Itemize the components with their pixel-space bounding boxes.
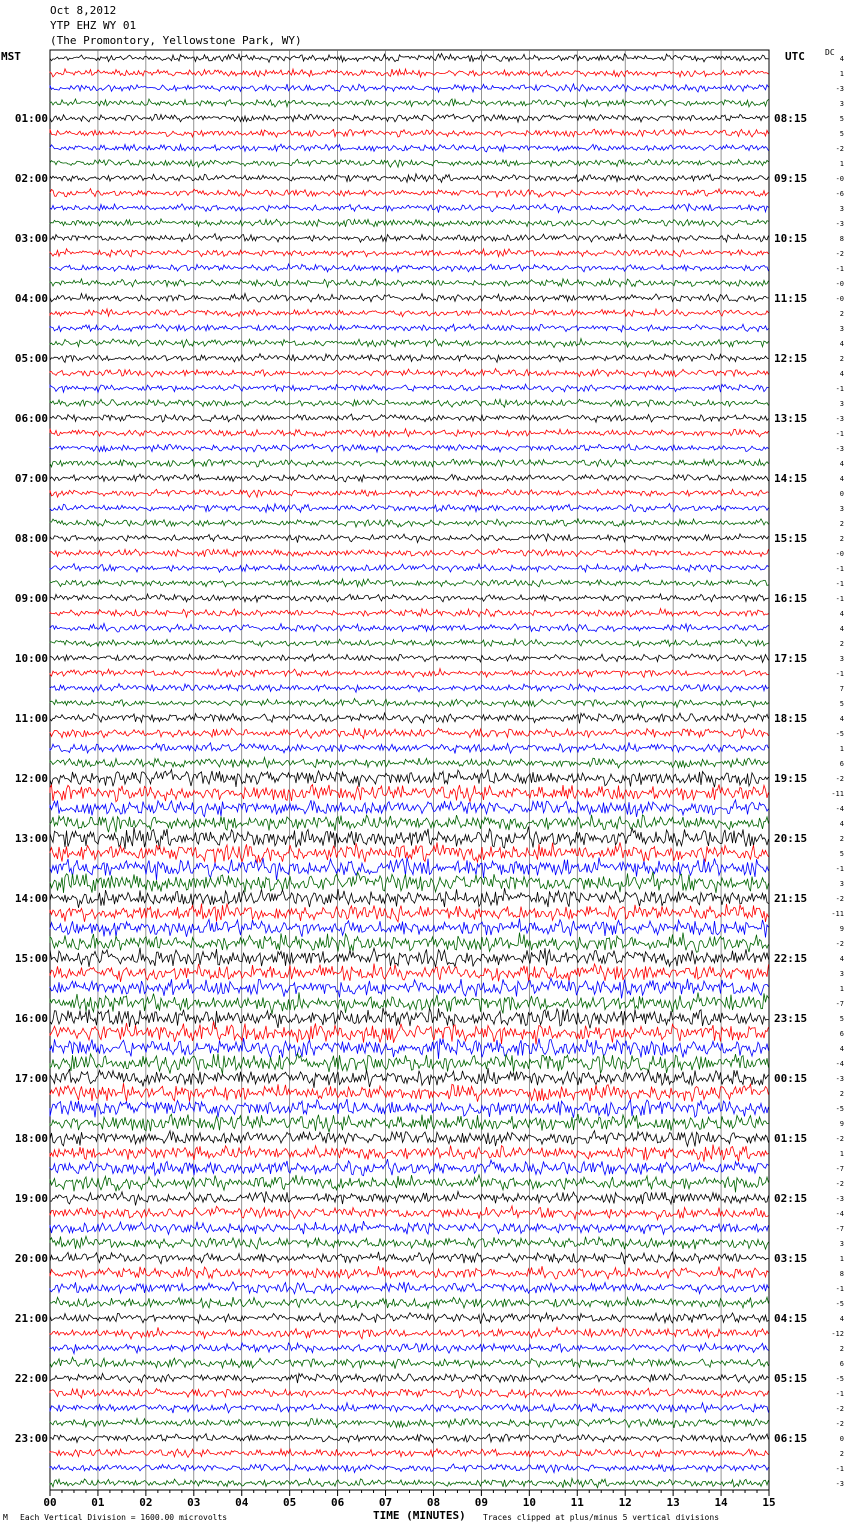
dc-offset-label: 0 xyxy=(839,1435,844,1443)
right-time-label: 21:15 xyxy=(774,892,808,905)
dc-offset-label: 6 xyxy=(839,1360,844,1368)
dc-offset-label: 1 xyxy=(839,70,844,78)
trace-row xyxy=(50,174,769,183)
trace-row xyxy=(50,84,769,92)
trace-row xyxy=(50,857,769,880)
dc-offset-label: -11 xyxy=(831,910,844,918)
x-tick-label: 00 xyxy=(43,1496,57,1509)
trace-row xyxy=(50,758,769,768)
trace-row xyxy=(50,1327,769,1339)
dc-offset-label: 2 xyxy=(839,355,844,363)
left-time-label: 23:00 xyxy=(14,1432,48,1445)
dc-offset-label: -0 xyxy=(835,175,844,183)
left-time-label: 18:00 xyxy=(14,1132,48,1145)
dc-offset-label: 5 xyxy=(839,1015,844,1023)
trace-row xyxy=(50,1403,769,1413)
dc-offset-label: -0 xyxy=(835,295,844,303)
trace-row xyxy=(50,800,769,817)
x-tick-label: 02 xyxy=(139,1496,153,1509)
x-tick-label: 13 xyxy=(666,1496,680,1509)
right-time-label: 14:15 xyxy=(774,472,808,485)
x-tick-label: 07 xyxy=(378,1496,393,1509)
dc-offset-label: -2 xyxy=(835,775,844,783)
right-time-label: 15:15 xyxy=(774,532,808,545)
right-time-label: 06:15 xyxy=(774,1432,808,1445)
trace-row xyxy=(50,549,769,557)
left-time-label: 22:00 xyxy=(14,1372,48,1385)
dc-offset-label: -3 xyxy=(835,1075,844,1083)
trace-row xyxy=(50,699,769,708)
trace-row xyxy=(50,1418,769,1428)
dc-offset-label: 7 xyxy=(839,685,844,693)
dc-offset-label: 3 xyxy=(839,970,844,978)
dc-offset-label: -1 xyxy=(835,265,844,273)
dc-offset-label: 4 xyxy=(839,340,844,348)
trace-row xyxy=(50,249,769,257)
dc-offset-label: 2 xyxy=(839,835,844,843)
trace-row xyxy=(50,1083,769,1102)
trace-row xyxy=(50,444,769,452)
dc-offset-label: -2 xyxy=(835,895,844,903)
dc-offset-label: 8 xyxy=(839,1270,844,1278)
right-time-label: 09:15 xyxy=(774,172,808,185)
trace-row xyxy=(50,279,769,287)
trace-row xyxy=(50,504,769,513)
trace-row xyxy=(50,1252,769,1264)
trace-row xyxy=(50,384,769,392)
left-time-label: 11:00 xyxy=(14,712,48,725)
dc-offset-label: -5 xyxy=(835,1300,844,1308)
trace-row xyxy=(50,842,769,863)
trace-row xyxy=(50,594,769,602)
trace-row xyxy=(50,1114,769,1132)
dc-offset-label: 2 xyxy=(839,1090,844,1098)
dc-offset-label: -1 xyxy=(835,385,844,393)
x-tick-label: 10 xyxy=(522,1496,536,1509)
left-time-label: 06:00 xyxy=(14,412,48,425)
dc-offset-label: 5 xyxy=(839,850,844,858)
x-axis-title: TIME (MINUTES) xyxy=(373,1509,466,1522)
dc-offset-label: -5 xyxy=(835,1105,844,1113)
dc-offset-label: 2 xyxy=(839,1345,844,1353)
left-time-label: 05:00 xyxy=(14,352,48,365)
right-time-label: 08:15 xyxy=(774,112,808,125)
dc-offset-label: -2 xyxy=(835,1135,844,1143)
trace-row xyxy=(50,489,769,497)
dc-offset-label: 4 xyxy=(839,715,844,723)
dc-offset-label: 4 xyxy=(839,610,844,618)
dc-offset-label: 1 xyxy=(839,1255,844,1263)
trace-row xyxy=(50,1266,769,1279)
dc-offset-label: -6 xyxy=(835,190,844,198)
dc-offset-label: -3 xyxy=(835,1480,844,1488)
trace-row xyxy=(50,1038,769,1059)
dc-offset-label: 0 xyxy=(839,490,844,498)
trace-row xyxy=(50,69,769,77)
dc-offset-label: -1 xyxy=(835,430,844,438)
dc-offset-label: 4 xyxy=(839,370,844,378)
trace-row xyxy=(50,324,769,332)
dc-offset-label: 3 xyxy=(839,1240,844,1248)
trace-row xyxy=(50,369,769,377)
dc-offset-label: 2 xyxy=(839,310,844,318)
dc-offset-label: 2 xyxy=(839,1450,844,1458)
trace-row xyxy=(50,429,769,437)
trace-row xyxy=(50,219,769,227)
dc-offset-label: -3 xyxy=(835,220,844,228)
left-time-label: 01:00 xyxy=(14,112,48,125)
trace-row xyxy=(50,1388,769,1398)
left-time-label: 15:00 xyxy=(14,952,48,965)
right-time-label: 18:15 xyxy=(774,712,808,725)
trace-row xyxy=(50,414,769,422)
dc-offset-label: -3 xyxy=(835,85,844,93)
dc-offset-label: -5 xyxy=(835,730,844,738)
trace-row xyxy=(50,189,769,198)
x-tick-label: 04 xyxy=(235,1496,249,1509)
dc-offset-label: -4 xyxy=(835,1060,844,1068)
dc-offset-label: -4 xyxy=(835,1210,844,1218)
dc-offset-label: 3 xyxy=(839,505,844,513)
trace-row xyxy=(50,742,769,753)
dc-offset-label: -1 xyxy=(835,1465,844,1473)
left-time-label: 14:00 xyxy=(14,892,48,905)
station-code: YTP EHZ WY 01 xyxy=(50,19,137,32)
trace-row xyxy=(50,872,769,893)
right-time-label: 02:15 xyxy=(774,1192,808,1205)
trace-row xyxy=(50,888,769,908)
trace-row xyxy=(50,1449,769,1458)
right-time-label: 20:15 xyxy=(774,832,808,845)
dc-offset-label: -7 xyxy=(835,1225,844,1233)
left-time-label: 16:00 xyxy=(14,1012,48,1025)
trace-row xyxy=(50,519,769,527)
plot-date: Oct 8,2012 xyxy=(50,4,117,17)
left-time-label: 09:00 xyxy=(14,592,48,605)
trace-row xyxy=(50,293,769,302)
x-tick-label: 03 xyxy=(187,1496,201,1509)
trace-row xyxy=(50,309,769,317)
right-time-label: 01:15 xyxy=(774,1132,808,1145)
dc-offset-label: -1 xyxy=(835,565,844,573)
dc-offset-label: 3 xyxy=(839,100,844,108)
dc-offset-label: 4 xyxy=(839,955,844,963)
trace-row xyxy=(50,1175,769,1193)
right-time-label: 11:15 xyxy=(774,292,808,305)
trace-row xyxy=(50,459,769,467)
x-tick-label: 06 xyxy=(330,1496,345,1509)
dc-offset-label: 2 xyxy=(839,520,844,528)
x-tick-label: 14 xyxy=(714,1496,728,1509)
trace-row xyxy=(50,1221,769,1234)
dc-offset-label: -1 xyxy=(835,865,844,873)
trace-row xyxy=(50,684,769,693)
dc-offset-label: -1 xyxy=(835,1390,844,1398)
right-time-label: 12:15 xyxy=(774,352,808,365)
trace-row xyxy=(50,129,769,137)
trace-row xyxy=(50,339,769,348)
trace-row xyxy=(50,669,769,678)
dc-offset-label: -0 xyxy=(835,280,844,288)
clip-note: Traces clipped at plus/minus 5 vertical divisions xyxy=(483,1513,720,1522)
dc-offset-label: -3 xyxy=(835,445,844,453)
dc-offset-label: 6 xyxy=(839,1030,844,1038)
trace-row xyxy=(50,964,769,982)
dc-offset-label: 1 xyxy=(839,160,844,168)
corner-mark: M xyxy=(3,1513,8,1522)
trace-row xyxy=(50,609,769,618)
dc-offset-label: 8 xyxy=(839,235,844,243)
trace-row xyxy=(50,827,769,850)
trace-row xyxy=(50,1373,769,1383)
dc-offset-label: 4 xyxy=(839,475,844,483)
dc-offset-label: 3 xyxy=(839,400,844,408)
trace-row xyxy=(50,978,769,998)
trace-row xyxy=(50,564,769,573)
trace-row xyxy=(50,54,769,63)
trace-row xyxy=(50,904,769,922)
dc-offset-label: -2 xyxy=(835,1420,844,1428)
left-time-label: 19:00 xyxy=(14,1192,48,1205)
trace-row xyxy=(50,639,769,647)
left-time-label: 07:00 xyxy=(14,472,48,485)
dc-offset-label: 5 xyxy=(839,130,844,138)
left-time-label: 21:00 xyxy=(14,1312,48,1325)
left-time-label: 04:00 xyxy=(14,292,48,305)
dc-offset-label: -2 xyxy=(835,145,844,153)
dc-offset-label: -12 xyxy=(831,1330,844,1338)
trace-row xyxy=(50,1236,769,1249)
right-time-label: 17:15 xyxy=(774,652,808,665)
trace-row xyxy=(50,1478,769,1487)
trace-row xyxy=(50,144,769,152)
x-tick-label: 01 xyxy=(91,1496,105,1509)
trace-row xyxy=(50,1053,769,1074)
dc-offset-label: -1 xyxy=(835,1285,844,1293)
dc-offset-label: 2 xyxy=(839,535,844,543)
left-time-label: 03:00 xyxy=(14,232,48,245)
trace-row xyxy=(50,579,769,587)
right-time-label: 03:15 xyxy=(774,1252,808,1265)
scale-note: Each Vertical Division = 1600.00 microvolts xyxy=(20,1513,228,1522)
dc-offset-label: 9 xyxy=(839,1120,844,1128)
right-time-label: 16:15 xyxy=(774,592,808,605)
left-time-label: 08:00 xyxy=(14,532,48,545)
x-tick-label: 08 xyxy=(426,1496,441,1509)
trace-row xyxy=(50,1313,769,1324)
trace-row xyxy=(50,713,769,723)
dc-offset-label: 4 xyxy=(839,460,844,468)
dc-offset-label: 4 xyxy=(839,1045,844,1053)
trace-row xyxy=(50,992,769,1014)
trace-row xyxy=(50,623,769,632)
trace-row xyxy=(50,534,769,543)
trace-row xyxy=(50,1159,769,1176)
right-time-label: 22:15 xyxy=(774,952,808,965)
trace-row xyxy=(50,1464,769,1473)
dc-offset-label: 1 xyxy=(839,1150,844,1158)
trace-row xyxy=(50,815,769,833)
dc-offset-label: -5 xyxy=(835,1375,844,1383)
x-tick-label: 09 xyxy=(474,1496,489,1509)
dc-offset-label: 9 xyxy=(839,925,844,933)
trace-row xyxy=(50,354,769,363)
dc-offset-label: 3 xyxy=(839,325,844,333)
dc-offset-label: -7 xyxy=(835,1165,844,1173)
right-time-label: 13:15 xyxy=(774,412,808,425)
trace-row xyxy=(50,1297,769,1308)
trace-row xyxy=(50,399,769,407)
trace-row xyxy=(50,1131,769,1147)
trace-row xyxy=(50,1206,769,1220)
dc-offset-label: -7 xyxy=(835,1000,844,1008)
trace-row xyxy=(50,654,769,662)
dc-offset-label: 5 xyxy=(839,700,844,708)
dc-offset-label: -2 xyxy=(835,1180,844,1188)
dc-offset-label: 2 xyxy=(839,640,844,648)
trace-row xyxy=(50,264,769,272)
dc-offset-label: 5 xyxy=(839,115,844,123)
trace-row xyxy=(50,948,769,968)
x-tick-label: 12 xyxy=(618,1496,632,1509)
trace-row xyxy=(50,1099,769,1118)
trace-row xyxy=(50,99,769,107)
utc-label: UTC xyxy=(785,50,805,63)
left-time-label: 20:00 xyxy=(14,1252,48,1265)
trace-row xyxy=(50,919,769,938)
trace-row xyxy=(50,933,769,953)
trace-row xyxy=(50,1191,769,1205)
trace-row xyxy=(50,769,769,787)
trace-row xyxy=(50,1145,769,1162)
x-tick-label: 15 xyxy=(762,1496,776,1509)
left-time-label: 12:00 xyxy=(14,772,48,785)
left-time-label: 13:00 xyxy=(14,832,48,845)
dc-offset-label: -3 xyxy=(835,415,844,423)
station-location: (The Promontory, Yellowstone Park, WY) xyxy=(50,34,302,47)
dc-offset-label: 4 xyxy=(839,820,844,828)
dc-offset-label: -0 xyxy=(835,550,844,558)
dc-offset-label: -2 xyxy=(835,1405,844,1413)
dc-offset-label: -11 xyxy=(831,790,844,798)
dc-offset-label: -1 xyxy=(835,670,844,678)
dc-label: DC xyxy=(825,48,835,57)
right-time-label: 23:15 xyxy=(774,1012,808,1025)
right-time-label: 19:15 xyxy=(774,772,808,785)
right-time-label: 10:15 xyxy=(774,232,808,245)
dc-offset-label: 3 xyxy=(839,205,844,213)
x-tick-label: 11 xyxy=(570,1496,584,1509)
trace-row xyxy=(50,1343,769,1354)
trace-row xyxy=(50,1357,769,1369)
x-tick-label: 05 xyxy=(283,1496,297,1509)
left-time-label: 17:00 xyxy=(14,1072,48,1085)
trace-row xyxy=(50,204,769,213)
trace-row xyxy=(50,1021,769,1044)
right-time-label: 00:15 xyxy=(774,1072,808,1085)
trace-row xyxy=(50,474,769,482)
dc-offset-label: -3 xyxy=(835,1195,844,1203)
dc-offset-label: -1 xyxy=(835,595,844,603)
trace-row xyxy=(50,1434,769,1443)
dc-offset-label: 4 xyxy=(839,625,844,633)
left-time-label: 10:00 xyxy=(14,652,48,665)
left-time-label: 02:00 xyxy=(14,172,48,185)
trace-row xyxy=(50,1282,769,1294)
right-time-label: 05:15 xyxy=(774,1372,808,1385)
trace-row xyxy=(50,114,769,122)
trace-row xyxy=(50,785,769,802)
dc-offset-label: 4 xyxy=(839,1315,844,1323)
dc-offset-label: 3 xyxy=(839,880,844,888)
trace-row xyxy=(50,159,769,167)
dc-offset-label: 4 xyxy=(839,55,844,63)
dc-offset-label: -2 xyxy=(835,940,844,948)
trace-row xyxy=(50,728,769,738)
dc-offset-label: 6 xyxy=(839,760,844,768)
trace-row xyxy=(50,1008,769,1029)
dc-offset-label: -1 xyxy=(835,580,844,588)
dc-offset-label: 1 xyxy=(839,745,844,753)
dc-offset-label: 3 xyxy=(839,655,844,663)
dc-offset-label: -2 xyxy=(835,250,844,258)
trace-row xyxy=(50,1068,769,1088)
trace-row xyxy=(50,234,769,243)
dc-offset-label: 1 xyxy=(839,985,844,993)
mst-label: MST xyxy=(1,50,21,63)
dc-offset-label: -4 xyxy=(835,805,844,813)
right-time-label: 04:15 xyxy=(774,1312,808,1325)
